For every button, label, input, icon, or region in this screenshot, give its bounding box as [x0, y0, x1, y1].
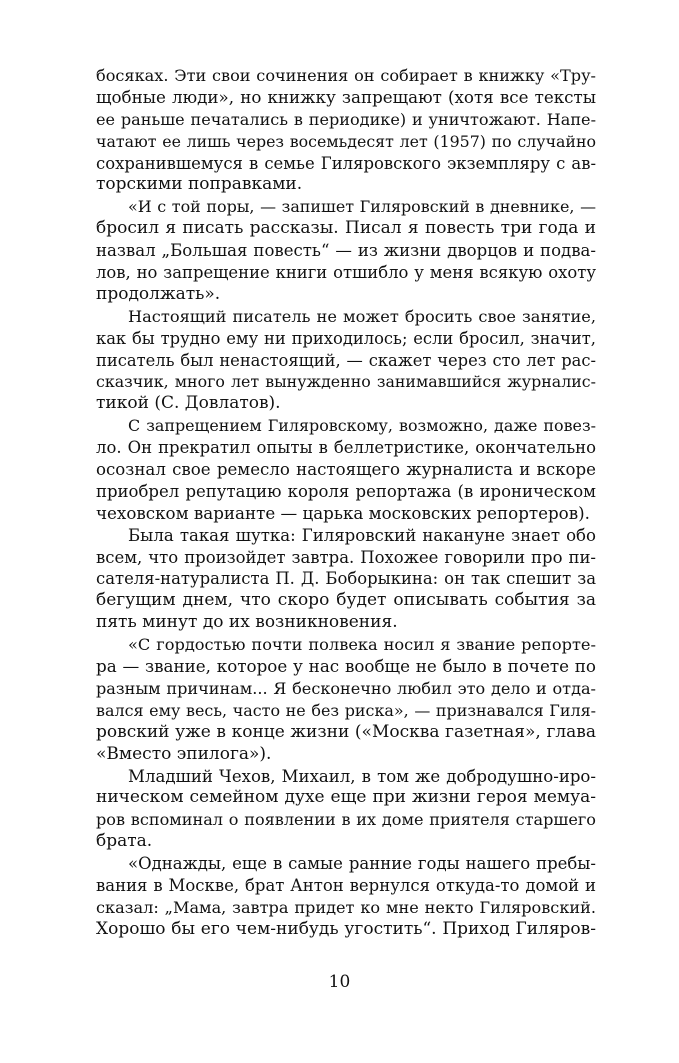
- text-line: приобрел репутацию короля репортажа (в ироническом: [96, 481, 596, 501]
- text-line: ровский уже в конце жизни («Москва газетная», глава: [96, 721, 596, 742]
- text-line: сохранившемуся в семье Гиляровского экземпляру с ав-: [96, 153, 596, 173]
- text-line: всем, что произойдет завтра. Похожее говорили про пи-: [96, 547, 596, 567]
- text-line: тикой (С. Довлатов).: [96, 393, 281, 414]
- text-line: вался ему весь, часто не без риска», — признавался Гиля-: [96, 700, 596, 720]
- text-line: чеховском варианте — царька московских репортеров).: [96, 502, 590, 523]
- paragraph: [96, 65, 596, 196]
- text-line: брата.: [96, 831, 153, 852]
- text-line: разным причинам... Я бесконечно любил это дело и отда-: [96, 678, 596, 698]
- text-line: как бы трудно ему ни приходилось; если бросил, значит,: [96, 328, 596, 348]
- paragraph: [96, 525, 596, 634]
- paragraph: [96, 853, 596, 941]
- text-line: ническом семейном духе еще при жизни героя мемуа-: [96, 787, 596, 808]
- text-line: «И с той поры, — запишет Гиляровский в дневнике, —: [128, 197, 596, 217]
- text-line: бросил я писать рассказы. Писал я повесть три года и: [96, 218, 596, 239]
- page-number: 10: [328, 972, 351, 992]
- paragraph: [96, 634, 596, 765]
- text-line: босяках. Эти свои сочинения он собирает в книжку «Тру-: [96, 66, 596, 85]
- text-line: пять минут до их возникновения.: [96, 612, 398, 633]
- text-line: бегущим днем, что скоро будет описывать события за: [96, 590, 596, 611]
- text-line: назвал „Большая повесть“ — из жизни дворцов и подва-: [96, 241, 596, 261]
- text-line: ра — звание, которое у нас вообще не было в почете по: [96, 656, 596, 677]
- text-line: сказчик, много лет вынужденно занимавшийся журналис-: [96, 372, 596, 392]
- text-line: продолжать».: [96, 283, 221, 304]
- text-line: ров вспоминал о появлении в их доме приятеля старшего: [96, 810, 596, 830]
- text-line: сказал: „Мама, завтра придет ко мне некто Гиляровский.: [96, 897, 596, 917]
- paragraph: [96, 306, 596, 415]
- text-line: вания в Москве, брат Антон вернулся откуда-то домой и: [96, 875, 596, 895]
- text-line: писатель был ненастоящий, — скажет через сто лет рас-: [96, 350, 596, 370]
- text-line: «Однажды, еще в самые ранние годы нашего пребы-: [128, 854, 596, 874]
- text-line: Была такая шутка: Гиляровский накануне знает обо: [128, 525, 596, 545]
- text-line: Настоящий писатель не может бросить свое занятие,: [128, 306, 596, 326]
- text-line: Хорошо бы его чем-нибудь угостить“. Приход Гиляров-: [96, 918, 596, 939]
- text-line: «Вместо эпилога»).: [96, 743, 272, 764]
- page-text: [96, 65, 596, 941]
- paragraph: [96, 415, 596, 524]
- text-line: ло. Он прекратил опыты в беллетристике, окончательно: [96, 438, 596, 458]
- paragraph: [96, 196, 596, 305]
- text-line: чатают ее лишь через восемьдесят лет (1957) по случайно: [96, 131, 596, 151]
- paragraph: [96, 766, 596, 854]
- text-line: «С гордостью почти полвека носил я звание репорте-: [128, 635, 596, 655]
- text-line: сателя-натуралиста П. Д. Боборыкина: он так спешит за: [96, 569, 596, 589]
- text-line: ее раньше печатались в периодике) и уничтожают. Напе-: [96, 109, 596, 129]
- text-line: лов, но запрещение книги отшибло у меня всякую охоту: [96, 263, 596, 283]
- text-line: осознал свое ремесло настоящего журналиста и вскоре: [96, 460, 596, 480]
- text-line: С запрещением Гиляровскому, возможно, даже повез-: [128, 416, 596, 436]
- text-line: Младший Чехов, Михаил, в том же добродушно-иро-: [128, 766, 596, 786]
- text-line: щобные люди», но книжку запрещают (хотя все тексты: [96, 86, 596, 107]
- text-line: торскими поправками.: [96, 174, 303, 195]
